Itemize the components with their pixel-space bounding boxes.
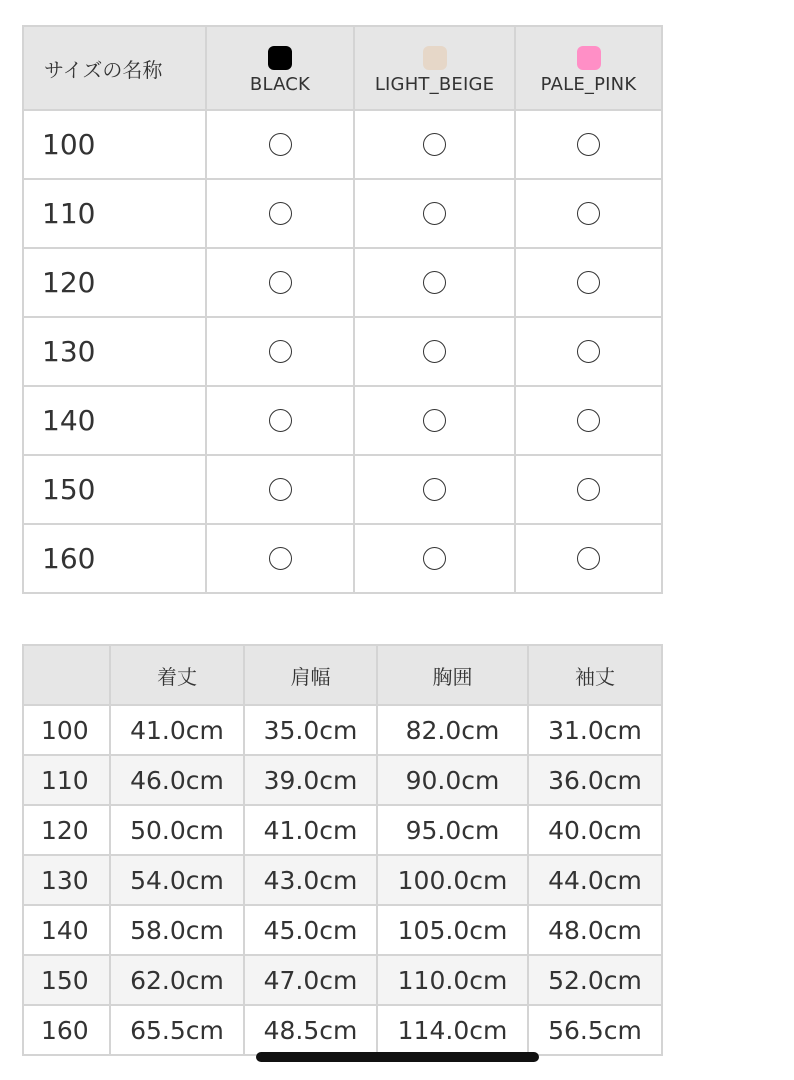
- measure-size-cell: 160: [23, 1005, 110, 1055]
- measure-header-size: [23, 645, 110, 705]
- size-cell: 150: [23, 455, 206, 524]
- circle-available-icon: [423, 340, 446, 363]
- availability-cell: [515, 386, 662, 455]
- circle-available-icon: [423, 478, 446, 501]
- measure-cell: 105.0cm: [377, 905, 528, 955]
- measure-cell: 58.0cm: [110, 905, 244, 955]
- availability-cell: [515, 524, 662, 593]
- measure-row: [23, 905, 662, 955]
- measure-cell: 62.0cm: [110, 955, 244, 1005]
- circle-available-icon: [423, 202, 446, 225]
- availability-cell: [354, 386, 515, 455]
- circle-available-icon: [423, 271, 446, 294]
- size-cell: 160: [23, 524, 206, 593]
- measure-row: [23, 955, 662, 1005]
- measure-cell: 44.0cm: [528, 855, 662, 905]
- availability-cell: [354, 179, 515, 248]
- availability-cell: [206, 524, 354, 593]
- availability-cell: [515, 248, 662, 317]
- measure-row: [23, 805, 662, 855]
- availability-cell: [206, 386, 354, 455]
- stock-row: [23, 455, 662, 524]
- circle-available-icon: [423, 133, 446, 156]
- stock-availability-table: [22, 25, 663, 594]
- measure-row: [23, 755, 662, 805]
- measure-header-chest: 胸囲: [377, 645, 528, 705]
- circle-available-icon: [577, 340, 600, 363]
- availability-cell: [206, 248, 354, 317]
- measure-header-length: 着丈: [110, 645, 244, 705]
- measure-row: [23, 855, 662, 905]
- measure-header-shoulder: 肩幅: [244, 645, 377, 705]
- stock-row: [23, 524, 662, 593]
- measure-row: [23, 705, 662, 755]
- circle-available-icon: [269, 409, 292, 432]
- measure-cell: 82.0cm: [377, 705, 528, 755]
- availability-cell: [206, 110, 354, 179]
- measure-cell: 48.0cm: [528, 905, 662, 955]
- color-label-light-beige: LIGHT_BEIGE: [374, 73, 495, 95]
- measure-row: [23, 1005, 662, 1055]
- measure-cell: 31.0cm: [528, 705, 662, 755]
- measure-cell: 100.0cm: [377, 855, 528, 905]
- stock-row: [23, 179, 662, 248]
- availability-cell: [354, 317, 515, 386]
- availability-cell: [515, 317, 662, 386]
- size-cell: 130: [23, 317, 206, 386]
- measure-cell: 36.0cm: [528, 755, 662, 805]
- circle-available-icon: [577, 547, 600, 570]
- measure-cell: 40.0cm: [528, 805, 662, 855]
- home-indicator-bar[interactable]: [256, 1052, 539, 1062]
- measure-size-cell: 140: [23, 905, 110, 955]
- pale-pink-swatch-icon: [577, 46, 601, 70]
- measure-cell: 41.0cm: [244, 805, 377, 855]
- measure-size-cell: 100: [23, 705, 110, 755]
- measure-size-cell: 130: [23, 855, 110, 905]
- circle-available-icon: [269, 478, 292, 501]
- size-name-header: サイズの名称: [23, 26, 206, 110]
- circle-available-icon: [269, 202, 292, 225]
- stock-header-row: [23, 26, 662, 110]
- circle-available-icon: [577, 409, 600, 432]
- circle-available-icon: [423, 409, 446, 432]
- measure-cell: 50.0cm: [110, 805, 244, 855]
- circle-available-icon: [269, 133, 292, 156]
- measure-cell: 48.5cm: [244, 1005, 377, 1055]
- measure-cell: 114.0cm: [377, 1005, 528, 1055]
- color-header-black: [206, 26, 354, 110]
- measure-cell: 56.5cm: [528, 1005, 662, 1055]
- availability-cell: [515, 110, 662, 179]
- measure-cell: 39.0cm: [244, 755, 377, 805]
- measure-cell: 65.5cm: [110, 1005, 244, 1055]
- color-label-pale-pink: PALE_PINK: [540, 73, 637, 95]
- circle-available-icon: [269, 271, 292, 294]
- measure-size-cell: 110: [23, 755, 110, 805]
- measure-cell: 110.0cm: [377, 955, 528, 1005]
- availability-cell: [354, 455, 515, 524]
- light-beige-swatch-icon: [423, 46, 447, 70]
- availability-cell: [206, 179, 354, 248]
- measure-cell: 45.0cm: [244, 905, 377, 955]
- measure-header-row: [23, 645, 662, 705]
- circle-available-icon: [577, 478, 600, 501]
- stock-row: [23, 248, 662, 317]
- size-cell: 100: [23, 110, 206, 179]
- measure-size-cell: 150: [23, 955, 110, 1005]
- measure-cell: 46.0cm: [110, 755, 244, 805]
- circle-available-icon: [577, 202, 600, 225]
- size-measurement-table: [22, 644, 663, 1056]
- measure-cell: 35.0cm: [244, 705, 377, 755]
- circle-available-icon: [577, 271, 600, 294]
- measure-cell: 43.0cm: [244, 855, 377, 905]
- measure-cell: 90.0cm: [377, 755, 528, 805]
- circle-available-icon: [269, 547, 292, 570]
- size-cell: 110: [23, 179, 206, 248]
- stock-row: [23, 386, 662, 455]
- availability-cell: [354, 524, 515, 593]
- color-label-black: BLACK: [249, 73, 311, 95]
- availability-cell: [515, 179, 662, 248]
- size-cell: 140: [23, 386, 206, 455]
- color-header-pale-pink: [515, 26, 662, 110]
- availability-cell: [206, 455, 354, 524]
- availability-cell: [354, 110, 515, 179]
- circle-available-icon: [423, 547, 446, 570]
- stock-row: [23, 317, 662, 386]
- size-cell: 120: [23, 248, 206, 317]
- measure-cell: 95.0cm: [377, 805, 528, 855]
- circle-available-icon: [269, 340, 292, 363]
- black-swatch-icon: [268, 46, 292, 70]
- stock-row: [23, 110, 662, 179]
- color-header-light-beige: [354, 26, 515, 110]
- measure-size-cell: 120: [23, 805, 110, 855]
- availability-cell: [206, 317, 354, 386]
- availability-cell: [515, 455, 662, 524]
- measure-cell: 47.0cm: [244, 955, 377, 1005]
- circle-available-icon: [577, 133, 600, 156]
- measure-cell: 54.0cm: [110, 855, 244, 905]
- measure-cell: 52.0cm: [528, 955, 662, 1005]
- availability-cell: [354, 248, 515, 317]
- measure-header-sleeve: 袖丈: [528, 645, 662, 705]
- measure-cell: 41.0cm: [110, 705, 244, 755]
